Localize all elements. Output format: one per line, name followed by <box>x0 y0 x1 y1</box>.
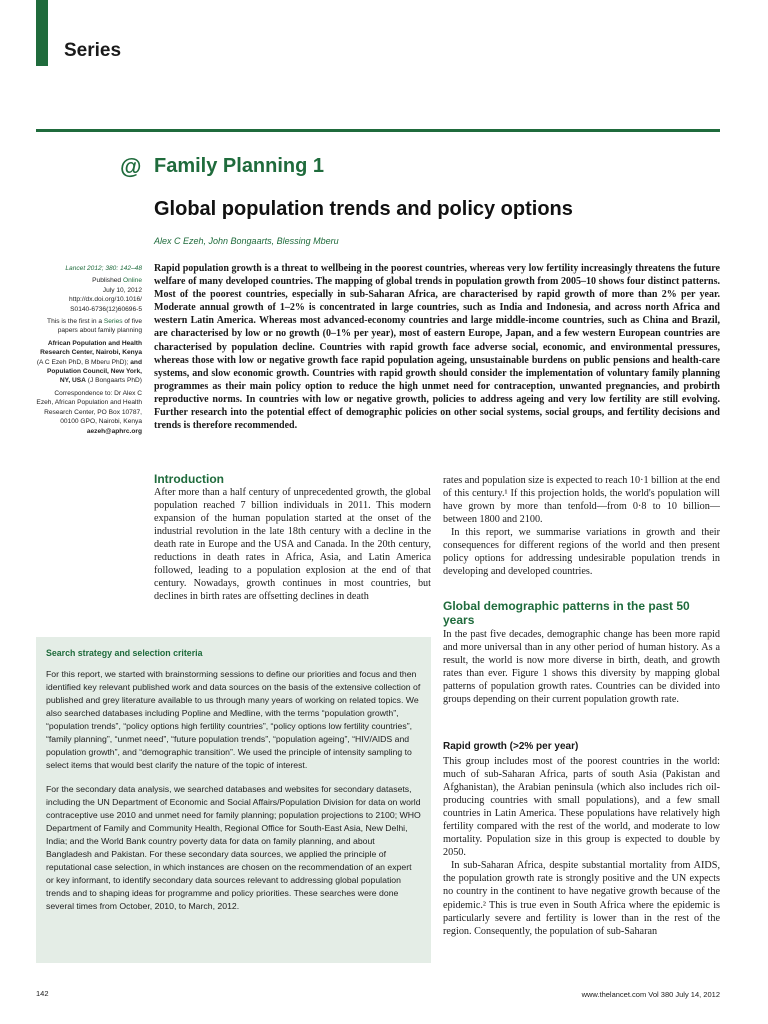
panel-text: For this report, we started with brainstorming sessions to define our priorities and focus and then identified key relevant published work and data sources on the basis of the extensive collection of published and grey literature available to us through many years of working on related topics. We also searched databases including Popline and Medline, with the terms “population growth”, “population trends”, “policy options high fertility countries”, “policy options low fertility countries”, “family planning”, “unmet need”, “future population trends”, “population ageing”, “HIV/AIDS and population growth”, and “demographic transition”. We used the principle of intensity sampling to select items that would best clarify the nature of the topic of interest. For the secondary data analysis, we searched databases and websites for secondary datasets, including the UN Department of Economic and Social Affairs/Population Division for data on world contraceptive use 2010 and unmet need for family planning; population projections to 2100; WHO Department of Family and Community Health, Regional Office for South-East Asia, New Delhi, India; and the World Bank country poverty data for data on family planning, and about Bangladesh and Pakistan. For these secondary data sources, we applied the principle of reputational case selection, in which instances are chosen on the recommendation of an expert or key informant, to identify secondary data sources relevant to addressing global population trends and to shaping ideas for programme and policy priorities. These searches were done several times from October, 2010, to March, 2012. <box>46 669 421 911</box>
panel-title: Search strategy and selection criteria <box>46 648 203 658</box>
journal-footer: www.thelancet.com Vol 380 July 14, 2012 <box>581 990 720 999</box>
series-color-bar <box>36 0 48 66</box>
series-kicker: Family Planning 1 <box>154 155 325 177</box>
demographic-patterns-heading: Global demographic patterns in the past 50 years <box>443 599 690 627</box>
rapid-growth-text: This group includes most of the poorest countries in the world: much of sub-Saharan Africa, parts of south Asia (Pakistan and Afghanistan), the Arabian peninsula (which also includes rich oil-producing countries with small populations), and a few small countries in Latin America. These populations have relatively high fertility compared with the rest of the world, and moderate to low mortality. Population size in this group is expected to double by 2050. In sub-Saharan Africa, despite substantial mortality from AIDS, the population growth rate is strongly positive and the UN expects no country in the continent to have negative growth because of the epidemic.² This is true even in South Africa where the epidemic is particularly severe and fertility is lower than in the rest of the region. Consequently, the population of sub-Saharan <box>443 756 720 937</box>
margin-notes <box>36 264 142 439</box>
section-label: Series <box>64 40 122 61</box>
affiliations: African Population and Health Research Center, Nairobi, Kenya (A C Ezeh PhD, B Mberu PhD); and Population Council, New York, NY, USA (J Bongaarts PhD) <box>36 339 142 385</box>
citation: Lancet 2012; 380: 142–48 <box>65 265 142 272</box>
intro-heading: Introduction <box>154 472 224 486</box>
demographic-patterns-text: In the past five decades, demographic change has been more rapid and more universal than in any other period of human history. As a result, the world is now more diverse in birth, death, and growth rates than ever. Figure 1 shows this diversity by mapping global patterns of population growth rates. Countries can be divided into groups depending on their current population growth rate. <box>443 629 720 706</box>
correspondence: Correspondence to: Dr Alex C Ezeh, African Population and Health Research Center, PO Box 10787, 00100 GPO, Nairobi, Kenya aezeh@aphrc.org <box>36 389 142 435</box>
rapid-growth-heading: Rapid growth (>2% per year) <box>443 741 579 752</box>
intro-text: After more than a half century of unprecedented growth, the global population reached 7 billion individuals in 2011. This modern expansion of the human population started at the onset of the industrial revolution in the late 18th century with a decline in the death rate in Europe and the USA and Canada. In the 20th century, reductions in death rates in Africa, Asia, and Latin America followed, leading to a population explosion at the end of that century. Nowadays, growth continues in most countries, but declines in birth rates are offsetting declines in death <box>154 487 431 603</box>
header-rule <box>36 129 720 132</box>
online-link[interactable]: Online <box>122 277 142 285</box>
series-link[interactable]: Series <box>103 318 123 326</box>
page-number: 142 <box>36 989 49 998</box>
intro-continued: rates and population size is expected to reach 10·1 billion at the end of this century.¹ If this projection holds, the world's population will have grown by more than tenfold—from 0·8 to 10 billion—between 1800 and 2100. In this report, we summarise variations in growth and their consequences for different regions of the world and then present policy options for addressing undesirable population trends in developing and developed countries. <box>443 475 720 578</box>
email-link[interactable]: aezeh@aphrc.org <box>86 427 142 435</box>
author-list: Alex C Ezeh, John Bongaarts, Blessing Mberu <box>154 236 339 246</box>
article-title: Global population trends and policy options <box>154 198 573 220</box>
doi-link[interactable]: http://dx.doi.org/10.1016/ <box>69 296 142 304</box>
abstract: Rapid population growth is a threat to wellbeing in the poorest countries, whereas very low fertility increasingly threatens the future welfare of many developed countries. The mapping of global trends in population growth from 2005–10 shows four distinct patterns. Most of the poorest countries, especially in sub-Saharan Africa, are characterised by rapid growth of more than 2% per year. Moderate annual growth of 1–2% is concentrated in large countries, such as India and Indonesia, and across north Africa and western Latin America. Whereas most advanced-economy countries and large middle-income countries, such as China and Brazil, are characterised by low or no growth (0–1% per year), most of eastern Europe, Japan, and a few western European countries are characterised by population decline. Countries with rapid growth face adverse social, economic, and environmental pressures, whereas those with low or negative growth face rapid population ageing, unsustainable burdens on public pensions and health-care systems, and slow economic growth. Countries with rapid growth should consider the implementation of voluntary family planning programmes as their main policy option to reduce the high unmet need for contraception, unwanted pregnancies, and probirth reproductive norms. In countries with low or negative growth, policies to address ageing and very low fertility are still evolving. Further research into the potential effect of demographic policies on other social systems, social groups, and fertility decisions and trends is therefore recommended. <box>154 263 720 432</box>
series-note: This is the first in a Series of five papers about family planning <box>47 318 142 335</box>
publication-info: Published Online July 10, 2012 http://dx.doi.org/10.1016/ S0140-6736(12)60696-5 <box>69 277 142 313</box>
at-sign-icon: @ <box>120 154 142 179</box>
